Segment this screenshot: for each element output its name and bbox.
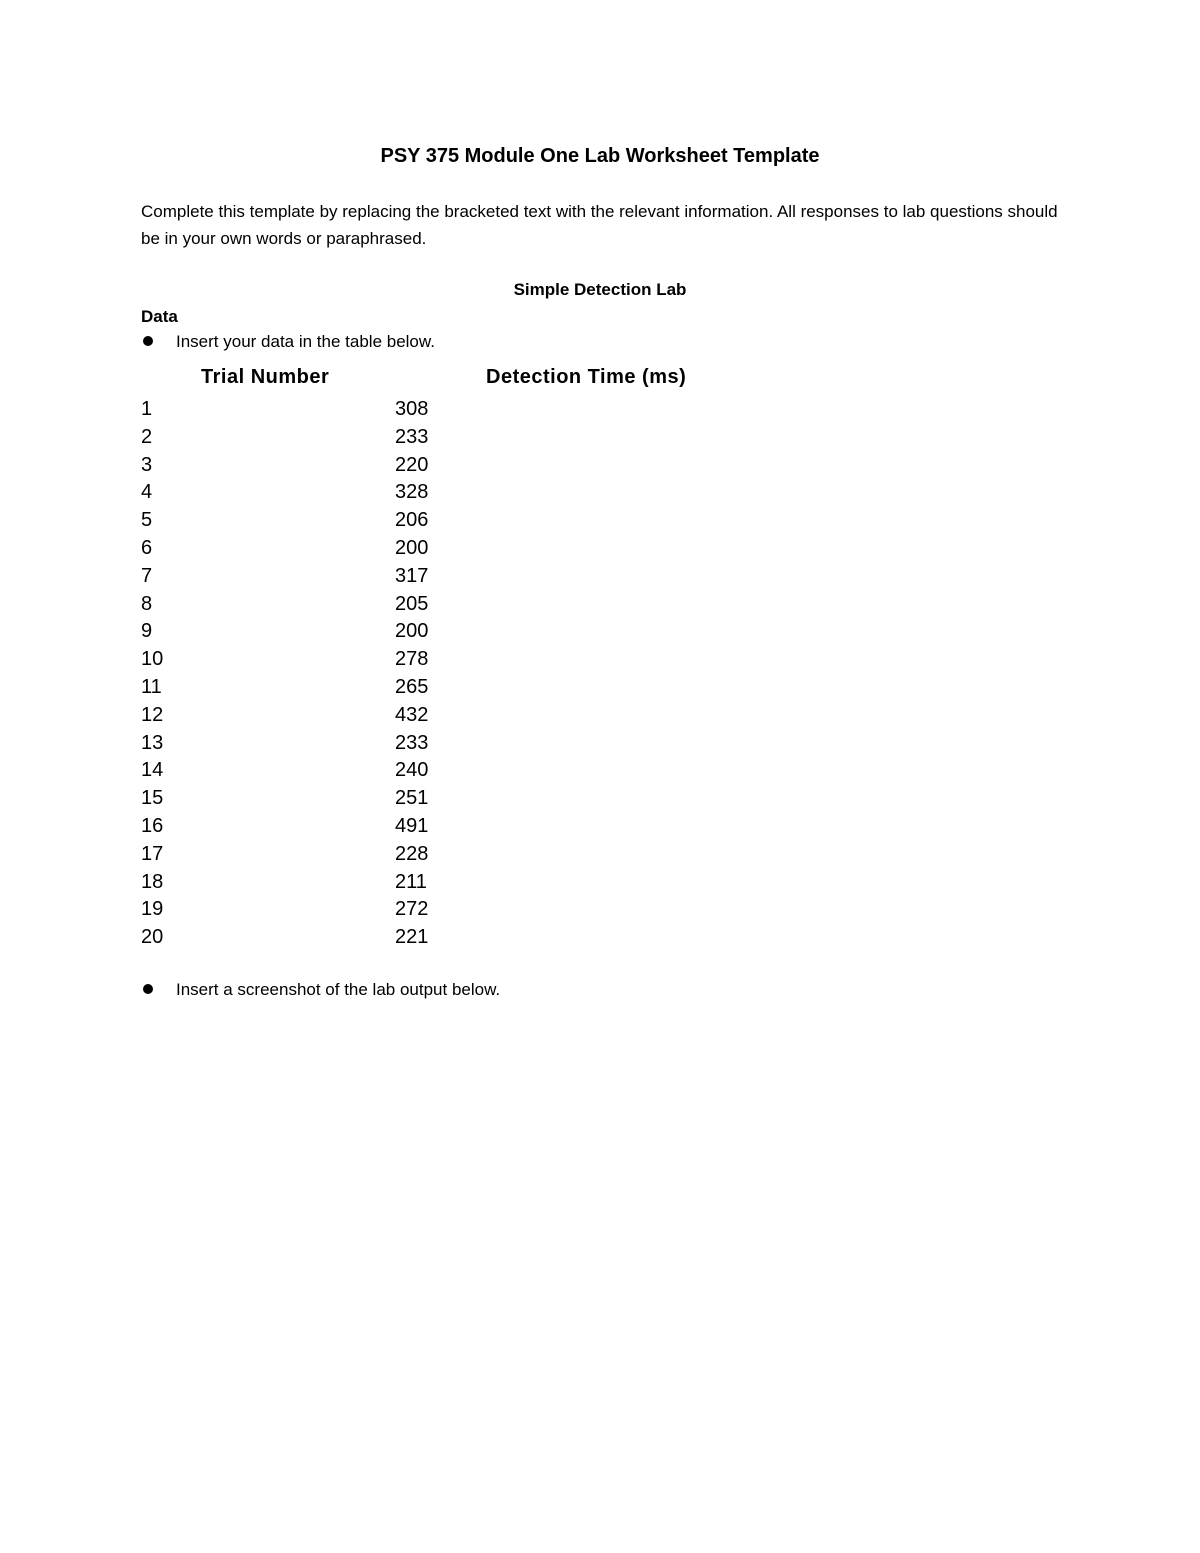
trial-number-cell: 4 <box>141 481 153 504</box>
bullet-text: Insert your data in the table below. <box>176 332 435 351</box>
trial-number-cell: 13 <box>141 731 164 754</box>
detection-time-cell: 233 <box>395 731 429 754</box>
table-row <box>141 785 741 813</box>
intro-paragraph: Complete this template by replacing the bracketed text with the relevant information. All responses to lab questions should be in your own words or paraphrased. <box>141 202 1058 248</box>
table-row <box>141 424 741 452</box>
trial-number-cell: 6 <box>141 536 153 559</box>
table-row <box>141 674 741 702</box>
trial-number-cell: 8 <box>141 592 153 615</box>
trial-number-cell: 2 <box>141 425 153 448</box>
detection-time-cell: 272 <box>395 898 429 921</box>
detection-time-cell: 221 <box>395 926 429 949</box>
table-row <box>141 452 741 480</box>
trial-number-cell: 7 <box>141 564 153 587</box>
data-table <box>141 366 741 952</box>
trial-number-cell: 1 <box>141 398 153 420</box>
detection-time-cell: 491 <box>395 814 429 837</box>
document-title: PSY 375 Module One Lab Worksheet Template <box>380 145 820 167</box>
data-heading: Data <box>141 307 178 326</box>
detection-time-cell: 251 <box>395 787 429 810</box>
table-row <box>141 535 741 563</box>
detection-time-cell: 265 <box>395 675 429 698</box>
detection-time-cell: 432 <box>395 703 429 726</box>
detection-time-cell: 228 <box>395 842 429 865</box>
table-row <box>141 896 741 924</box>
detection-time-cell: 205 <box>395 592 429 615</box>
trial-number-cell: 18 <box>141 870 164 893</box>
trial-number-cell: 14 <box>141 759 164 782</box>
table-body <box>141 396 741 952</box>
table-row <box>141 479 741 507</box>
table-row <box>141 841 741 869</box>
trial-number-cell: 11 <box>141 675 162 698</box>
trial-number-cell: 5 <box>141 509 153 532</box>
bullet-icon <box>143 336 153 346</box>
table-row <box>141 396 741 424</box>
table-row <box>141 618 741 646</box>
trial-number-cell: 12 <box>141 703 164 726</box>
trial-number-cell: 9 <box>141 620 153 643</box>
header-detection-time: Detection Time (ms) <box>486 366 687 388</box>
header-trial-number: Trial Number <box>201 366 330 388</box>
detection-time-cell: 206 <box>395 509 429 532</box>
detection-time-cell: 220 <box>395 453 429 476</box>
table-row <box>141 730 741 758</box>
table-row <box>141 813 741 841</box>
table-row <box>141 563 741 591</box>
lab-heading: Simple Detection Lab <box>513 280 687 299</box>
detection-time-cell: 278 <box>395 648 429 671</box>
trial-number-cell: 3 <box>141 453 153 476</box>
trial-number-cell: 17 <box>141 842 164 865</box>
table-row <box>141 646 741 674</box>
table-row <box>141 924 741 952</box>
table-row <box>141 869 741 897</box>
trial-number-cell: 15 <box>141 787 164 810</box>
table-header <box>141 366 741 396</box>
table-row <box>141 591 741 619</box>
bullet-icon <box>143 984 153 994</box>
detection-time-cell: 233 <box>395 425 429 448</box>
trial-number-cell: 10 <box>141 648 164 671</box>
table-row <box>141 702 741 730</box>
detection-time-cell: 317 <box>395 564 429 587</box>
detection-time-cell: 240 <box>395 759 429 782</box>
trial-number-cell: 20 <box>141 926 164 949</box>
bullet-text: Insert a screenshot of the lab output below. <box>176 980 501 999</box>
bullet-item-insert-screenshot <box>141 977 500 1003</box>
table-row <box>141 757 741 785</box>
trial-number-cell: 16 <box>141 814 164 837</box>
detection-time-cell: 200 <box>395 536 429 559</box>
detection-time-cell: 308 <box>395 398 429 420</box>
trial-number-cell: 19 <box>141 898 164 921</box>
detection-time-cell: 328 <box>395 481 429 504</box>
table-row <box>141 507 741 535</box>
bullet-item-insert-data <box>141 329 435 355</box>
detection-time-cell: 211 <box>395 870 427 893</box>
detection-time-cell: 200 <box>395 620 429 643</box>
